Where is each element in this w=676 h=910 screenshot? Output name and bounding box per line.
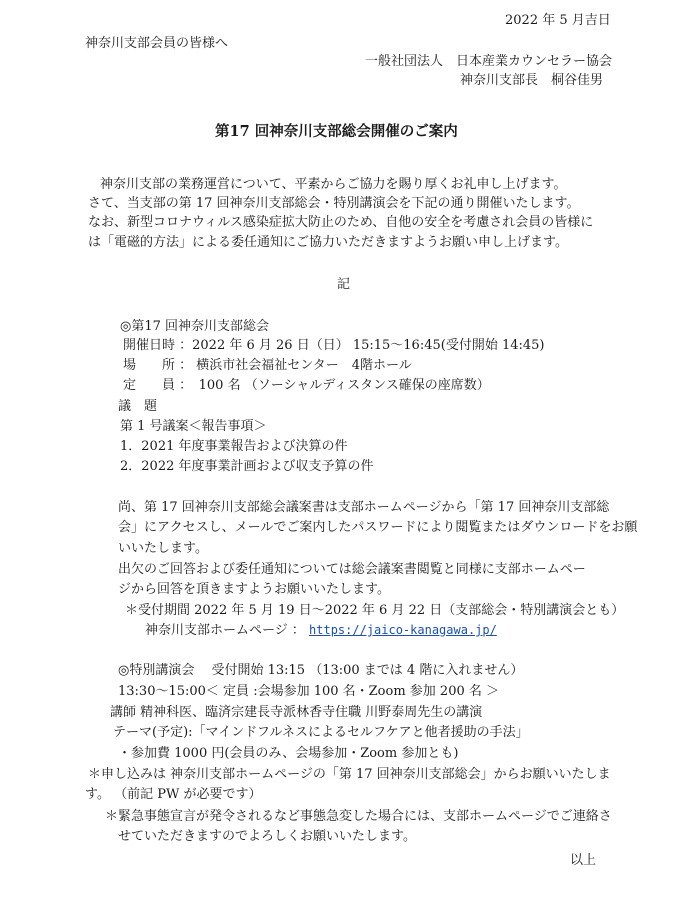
notice-line: 出欠のご回答および委任通知については総会議案書閲覧と同様に支部ホームペー	[118, 562, 586, 577]
intro-line: なお、新型コロナウィルス感染症拡大防止のため、自他の安全を考慮され会員の皆様に	[88, 215, 594, 230]
agenda-subheading: 第 1 号議案＜報告事項＞	[120, 419, 267, 434]
lecture-fee: ・参加費 1000 円(会員のみ、会場参加・Zoom 参加とも)	[118, 746, 459, 761]
homepage-line	[145, 622, 497, 639]
meeting-heading: ◎第17 回神奈川支部総会	[120, 319, 270, 334]
notice-line: 会」にアクセスし、メールでご案内したパスワードにより閲覧またはダウンロードをお願	[118, 520, 638, 535]
intro-line: 神奈川支部の業務運営について、平素からご協力を賜り厚くお礼申し上げます。	[100, 177, 567, 192]
document-title: 第17 回神奈川支部総会開催のご案内	[215, 123, 458, 140]
lecture-time: 13:30～15:00＜ 定員 :会場参加 100 名・Zoom 参加 200 名 ＞	[118, 684, 500, 699]
emergency-line: ＊緊急事態宣言が発令されるなど事態急変した場合には、支部ホームページでご連絡さ	[105, 809, 612, 824]
meeting-place: 場 所 ： 横浜市社会福祉センター 4階ホール	[123, 358, 412, 373]
apply-line: ＊申し込みは 神奈川支部ホームページの「第 17 回神奈川支部総会」からお願いいたしま	[88, 767, 611, 782]
sender-organization: 一般社団法人 日本産業カウンセラー協会	[365, 54, 613, 69]
agenda-item: 2．2022 年度事業計画および収支予算の件	[120, 459, 374, 474]
document-date: 2022 年 5 月吉日	[505, 13, 611, 28]
intro-line: は「電磁的方法」による委任通知にご協力いただきますようお願い申し上げます。	[88, 235, 568, 250]
lecture-speaker: 講師 精神科医、臨済宗建長寺派林香寺住職 川野泰周先生の講演	[110, 705, 483, 720]
notice-line: いいたします。	[118, 541, 208, 556]
emergency-line: せていただきますのでよろしくお願いいたします。	[118, 829, 416, 844]
lecture-heading: ◎特別講演会 受付開始 13:15 （13:00 までは 4 階に入れません）	[118, 663, 524, 678]
homepage-link[interactable]: https://jaico-kanagawa.jp/	[309, 623, 497, 637]
intro-line: さて、当支部の第 17 回神奈川支部総会・特別講演会を下記の通り開催いたします。	[88, 196, 580, 211]
notice-line: 尚、第 17 回神奈川支部総会議案書は支部ホームページから「第 17 回神奈川支部総	[118, 500, 610, 515]
recipient-line: 神奈川支部会員の皆様へ	[85, 36, 229, 51]
agenda-label: 議 題	[118, 399, 158, 414]
reception-period: ＊受付期間 2022 年 5 月 19 日～2022 年 6 月 22 日（支部総会・特別講演会とも）	[125, 603, 625, 618]
lecture-theme: テーマ(予定):「マインドフルネスによるセルフケアと他者援助の手法」	[113, 725, 529, 740]
notice-line: ジから回答を頂きますようお願いいたします。	[118, 582, 390, 597]
sender-person: 神奈川支部長 桐谷佳男	[460, 73, 604, 88]
homepage-label: 神奈川支部ホームページ ：	[145, 623, 305, 638]
meeting-capacity: 定 員 ： 100 名 （ソーシャルディスタンス確保の座席数）	[123, 378, 490, 393]
ki-marker: 記	[337, 277, 351, 292]
closing-mark: 以上	[570, 853, 597, 868]
agenda-item: 1．2021 年度事業報告および決算の件	[120, 439, 348, 454]
meeting-datetime: 開催日時 ：2022 年 6 月 26 日（日） 15:15～16:45(受付開始 14:45)	[123, 338, 545, 353]
apply-line: す。 （前記 PW が必要です）	[85, 787, 262, 802]
